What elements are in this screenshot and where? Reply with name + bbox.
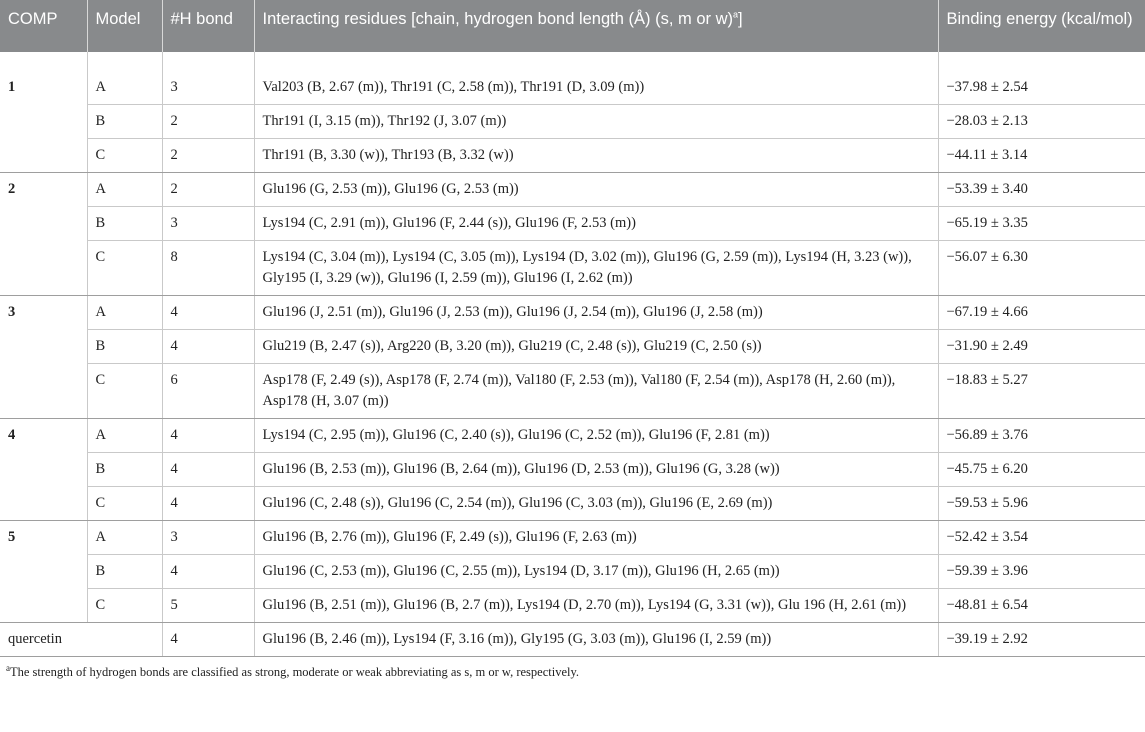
residues-cell: Lys194 (C, 2.95 (m)), Glu196 (C, 2.40 (s)), Glu196 (C, 2.52 (m)), Glu196 (F, 2.81 (m)) (254, 419, 938, 453)
header-energy: Binding energy (kcal/mol) (938, 0, 1145, 52)
table-row-quercetin (0, 623, 1145, 657)
model-cell: B (87, 207, 162, 241)
hbond-cell: 4 (162, 330, 254, 364)
residues-cell: Glu196 (B, 2.76 (m)), Glu196 (F, 2.49 (s)), Glu196 (F, 2.63 (m)) (254, 521, 938, 555)
model-cell: A (87, 419, 162, 453)
hbond-cell: 2 (162, 173, 254, 207)
footnote-marker: a (6, 662, 10, 673)
model-cell: B (87, 105, 162, 139)
model-cell: B (87, 330, 162, 364)
table-row (0, 207, 1145, 241)
hbond-cell: 2 (162, 139, 254, 173)
hbond-cell: 3 (162, 207, 254, 241)
table-row (0, 52, 1145, 105)
energy-cell: −53.39 ± 3.40 (938, 173, 1145, 207)
residues-cell: Glu196 (G, 2.53 (m)), Glu196 (G, 2.53 (m)) (254, 173, 938, 207)
hbond-cell: 3 (162, 521, 254, 555)
energy-cell: −52.42 ± 3.54 (938, 521, 1145, 555)
model-cell: B (87, 555, 162, 589)
header-residues-sup: a (732, 9, 738, 20)
comp-cell: 3 (0, 296, 87, 419)
energy-cell: −39.19 ± 2.92 (938, 623, 1145, 657)
header-comp: COMP (0, 0, 87, 52)
model-cell: C (87, 364, 162, 419)
model-cell: A (87, 173, 162, 207)
energy-cell: −56.07 ± 6.30 (938, 241, 1145, 296)
table-row (0, 296, 1145, 330)
table-footnote (0, 657, 1145, 680)
residues-cell: Glu219 (B, 2.47 (s)), Arg220 (B, 3.20 (m)), Glu219 (C, 2.48 (s)), Glu219 (C, 2.50 (s)) (254, 330, 938, 364)
header-residues (254, 0, 938, 52)
residues-cell: Lys194 (C, 3.04 (m)), Lys194 (C, 3.05 (m)), Lys194 (D, 3.02 (m)), Glu196 (G, 2.59 (m)), Lys194 (H, 3.23 (w)), Gly195 (I, 3.29 (w)), Glu196 (I, 2.59 (m)), Glu196 (I, 2.62 (m)) (254, 241, 938, 296)
model-cell: B (87, 453, 162, 487)
table-row (0, 105, 1145, 139)
energy-cell: −45.75 ± 6.20 (938, 453, 1145, 487)
header-residues-text: Interacting residues [chain, hydrogen bond length (Å) (s, m or w) (262, 10, 733, 28)
hbond-cell: 5 (162, 589, 254, 623)
residues-cell: Glu196 (B, 2.51 (m)), Glu196 (B, 2.7 (m)), Lys194 (D, 2.70 (m)), Lys194 (G, 3.31 (w)), Glu 196 (H, 2.61 (m)) (254, 589, 938, 623)
residues-cell: Glu196 (B, 2.53 (m)), Glu196 (B, 2.64 (m)), Glu196 (D, 2.53 (m)), Glu196 (G, 3.28 (w)) (254, 453, 938, 487)
hbond-cell: 4 (162, 453, 254, 487)
comp-cell: 5 (0, 521, 87, 623)
residues-cell: Thr191 (B, 3.30 (w)), Thr193 (B, 3.32 (w)) (254, 139, 938, 173)
hbond-cell: 2 (162, 105, 254, 139)
energy-cell: −65.19 ± 3.35 (938, 207, 1145, 241)
hbond-cell: 4 (162, 296, 254, 330)
model-cell: C (87, 241, 162, 296)
hbond-cell: 4 (162, 419, 254, 453)
model-cell: C (87, 487, 162, 521)
header-residues-end: ] (738, 10, 743, 28)
hbond-cell: 4 (162, 487, 254, 521)
table-row (0, 139, 1145, 173)
residues-cell: Glu196 (C, 2.48 (s)), Glu196 (C, 2.54 (m)), Glu196 (C, 3.03 (m)), Glu196 (E, 2.69 (m)) (254, 487, 938, 521)
energy-cell: −59.53 ± 5.96 (938, 487, 1145, 521)
residues-cell: Glu196 (C, 2.53 (m)), Glu196 (C, 2.55 (m)), Lys194 (D, 3.17 (m)), Glu196 (H, 2.65 (m)) (254, 555, 938, 589)
hbond-cell: 6 (162, 364, 254, 419)
energy-cell: −44.11 ± 3.14 (938, 139, 1145, 173)
comp-cell: 2 (0, 173, 87, 296)
table-row (0, 241, 1145, 296)
residues-cell: Thr191 (I, 3.15 (m)), Thr192 (J, 3.07 (m)) (254, 105, 938, 139)
energy-cell: −48.81 ± 6.54 (938, 589, 1145, 623)
table-row (0, 453, 1145, 487)
model-cell: A (87, 296, 162, 330)
residues-cell: Lys194 (C, 2.91 (m)), Glu196 (F, 2.44 (s)), Glu196 (F, 2.53 (m)) (254, 207, 938, 241)
header-model: Model (87, 0, 162, 52)
energy-cell: −28.03 ± 2.13 (938, 105, 1145, 139)
residues-cell: Glu196 (J, 2.51 (m)), Glu196 (J, 2.53 (m)), Glu196 (J, 2.54 (m)), Glu196 (J, 2.58 (m)) (254, 296, 938, 330)
energy-cell: −37.98 ± 2.54 (938, 52, 1145, 105)
header-hbond: #H bond (162, 0, 254, 52)
comp-cell: 1 (0, 52, 87, 173)
footnote-text: The strength of hydrogen bonds are classified as strong, moderate or weak abbreviating as s, m or w, respectively. (10, 665, 580, 679)
energy-cell: −56.89 ± 3.76 (938, 419, 1145, 453)
table-row (0, 555, 1145, 589)
comp-cell: quercetin (0, 623, 162, 657)
table-row (0, 419, 1145, 453)
table-row (0, 364, 1145, 419)
header-row (0, 0, 1145, 52)
hbond-cell: 3 (162, 52, 254, 105)
model-cell: A (87, 521, 162, 555)
table-row (0, 330, 1145, 364)
energy-cell: −18.83 ± 5.27 (938, 364, 1145, 419)
table-body (0, 52, 1145, 657)
residues-cell: Asp178 (F, 2.49 (s)), Asp178 (F, 2.74 (m)), Val180 (F, 2.53 (m)), Val180 (F, 2.54 (m)), Asp178 (H, 2.60 (m)), Asp178 (H, 3.07 (m)) (254, 364, 938, 419)
model-cell: C (87, 589, 162, 623)
energy-cell: −67.19 ± 4.66 (938, 296, 1145, 330)
hbond-cell: 4 (162, 555, 254, 589)
residues-cell: Glu196 (B, 2.46 (m)), Lys194 (F, 3.16 (m)), Gly195 (G, 3.03 (m)), Glu196 (I, 2.59 (m)) (254, 623, 938, 657)
model-cell: C (87, 139, 162, 173)
residues-cell: Val203 (B, 2.67 (m)), Thr191 (C, 2.58 (m)), Thr191 (D, 3.09 (m)) (254, 52, 938, 105)
comp-cell: 4 (0, 419, 87, 521)
table-row (0, 487, 1145, 521)
energy-cell: −31.90 ± 2.49 (938, 330, 1145, 364)
energy-cell: −59.39 ± 3.96 (938, 555, 1145, 589)
table-row (0, 521, 1145, 555)
hbond-cell: 8 (162, 241, 254, 296)
hbond-cell: 4 (162, 623, 254, 657)
table-row (0, 589, 1145, 623)
model-cell: A (87, 52, 162, 105)
table-row (0, 173, 1145, 207)
